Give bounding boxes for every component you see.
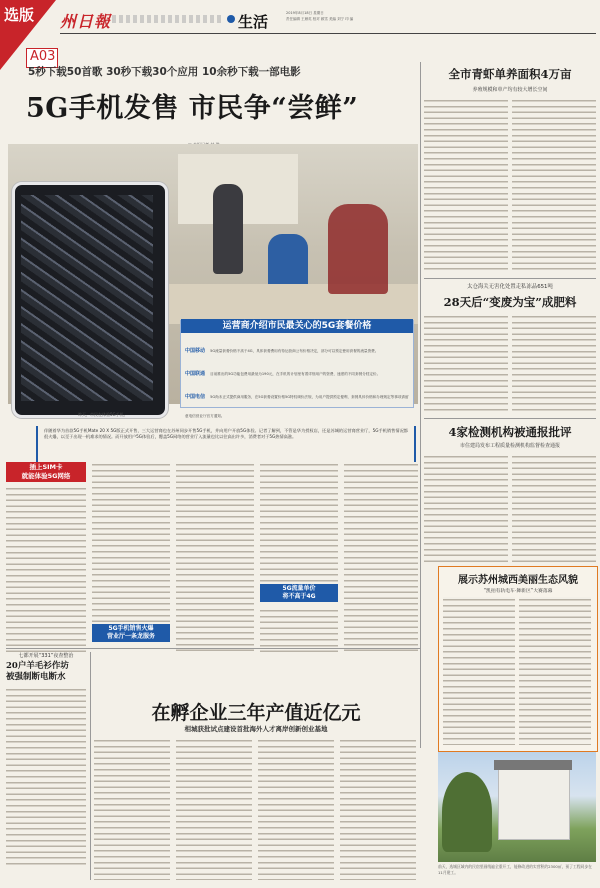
page-header	[0, 0, 600, 64]
vertical-divider	[420, 62, 421, 748]
bottom-headline: 在孵企业三年产值近亿元	[151, 702, 361, 724]
feature-photo	[438, 752, 596, 862]
side-headline: 20户羊毛衫作坊 被强制断电断水	[6, 661, 69, 682]
lead-intro-text: 伴随着华为首款5G手机Mate 20 X 5G版正式开售，三大运营商也在苏州同步开售5G手机，并向用户开放5G体验。记者了解到，不管是华为授权店，还是苏城的运营商营业厅，5G手机销售情况都很火爆，以至于出现一机难求的情况。而开放用户5G体验后，覆盖5G网络的营业厅入流量也比以往高出许多，消费者对于5G热情高涨。	[44, 428, 408, 440]
lead-col-4b	[260, 584, 338, 606]
customs-text-right	[512, 314, 596, 414]
plan-item	[185, 360, 409, 382]
lead-col-5	[344, 462, 418, 654]
carrier-name: 中国联通	[185, 371, 206, 377]
side-text	[6, 687, 86, 869]
header-rule	[60, 33, 596, 34]
shrimp-text-right	[512, 98, 596, 274]
lead-intro-box	[36, 426, 416, 462]
inspection-subtitle: 市住建局发布工程质量检测机构监督检查通报	[459, 443, 560, 449]
subhead-sim: 插上SIM卡 就能体验5G网络	[6, 462, 86, 482]
bottom-main-story	[94, 652, 418, 882]
customs-text-left	[424, 314, 508, 414]
shopper-figure-image	[328, 204, 388, 294]
subhead-sales: 5G手机销售火爆 营业厅一条龙服务	[92, 624, 170, 642]
section-dot	[227, 15, 235, 23]
bottom-subtitle: 相城获批试点建设首批海外人才离岸创新创业基地	[184, 725, 328, 733]
vertical-divider	[90, 652, 91, 880]
feature-text-left	[443, 597, 515, 745]
subhead-price: 5G流量单价 将不高于4G	[260, 584, 338, 602]
lead-col-2b	[92, 624, 170, 654]
main-col-3	[258, 738, 334, 880]
page-code: A03	[30, 49, 56, 64]
plan-price-box	[180, 320, 414, 418]
feature-headline: 展示苏州城西美丽生态风貌	[458, 575, 578, 586]
shrimp-subtitle: 养殖规模和单产均有较大增长空间	[472, 87, 548, 93]
inspection-headline: 4家检测机构被通报批评	[448, 425, 572, 439]
main-col-1	[94, 738, 170, 880]
feature-box	[438, 566, 598, 752]
building-roof-image	[494, 760, 572, 770]
masthead-ornament	[112, 15, 224, 23]
carrier-name: 中国移动	[185, 348, 206, 354]
section-title: 生活	[238, 13, 269, 31]
shrimp-text-left	[424, 98, 508, 274]
bottom-rule	[6, 648, 420, 649]
customer-figure-image	[213, 184, 243, 274]
bottom-side-story	[6, 652, 86, 882]
photo-caption: 昨天，市民在体验5G手机。	[78, 412, 128, 417]
building-image	[498, 768, 570, 840]
feature-subtitle: “凯拍有轨电车·舞新区”大赛落幕	[483, 589, 553, 594]
customs-headline: 28天后“变废为宝”成肥料	[443, 295, 577, 309]
lead-col-4	[260, 462, 338, 582]
issue-date: 2019年8月18日 星期日	[286, 11, 324, 15]
inspection-text-left	[424, 454, 508, 564]
carrier-plan-text: 目前推出的5G功能包费用最低为190元，在手机的计划里有着详细用户的资费，速度的不同套餐分档定价。	[210, 372, 381, 376]
section-rule	[424, 278, 596, 279]
phone-screen-image	[21, 195, 153, 401]
plan-item	[185, 337, 409, 359]
inspection-text-right	[512, 454, 596, 564]
right-column	[424, 62, 596, 748]
lead-kicker: 5秒下载50首歌 30秒下载30个应用 10余秒下载一部电影	[28, 66, 301, 78]
plan-item	[185, 383, 409, 418]
lead-col-2	[92, 462, 170, 622]
lead-col-3	[176, 462, 254, 654]
main-col-4	[340, 738, 416, 880]
main-col-2	[176, 738, 252, 880]
carrier-name: 中国电信	[185, 394, 206, 400]
plan-price-title: 运营商介绍市民最关心的5G套餐价格	[181, 319, 413, 333]
tree-image	[442, 772, 492, 852]
phone-photo	[12, 182, 168, 418]
column-text	[6, 486, 86, 656]
carrier-plan-text: 5G尚未正式提供商用服务，在5G套餐设置价格5G特权调价法规，为用户提供预定便利，套餐具体价格和办理规定等事项请留意电信营业厅官方通知。	[185, 395, 409, 418]
masthead-logo: 州日報	[60, 12, 112, 31]
carrier-plan-text: 5G流量套餐价格不高于4G，具体套餐费用有待运营商公布价格决定，部分可以预定使用套餐的流量资费。	[210, 349, 379, 353]
shrimp-headline: 全市青虾单养面积4万亩	[448, 67, 572, 81]
customs-kicker: 太仓海关无害化处置走私冻品651吨	[467, 284, 553, 290]
lead-headline: 5G手机发售 市民争“尝鲜”	[26, 93, 359, 124]
side-kicker: 七都开展“331”夜查整治	[18, 653, 74, 659]
editor-credits: 责任编辑 王雁英 校对 顾雪 美编 刘宁 印 编	[286, 17, 354, 21]
feature-photo-caption: 前天，选城区域内的民宿里画线遍全重开工，能修改进的实营积约2300㎡，预了工程同步在11月建工。	[438, 864, 592, 875]
lead-col-1	[6, 462, 86, 654]
section-rule	[424, 418, 596, 419]
edition-label[interactable]: 选版	[4, 6, 35, 24]
lead-article	[6, 64, 418, 644]
feature-text-right	[519, 597, 591, 745]
